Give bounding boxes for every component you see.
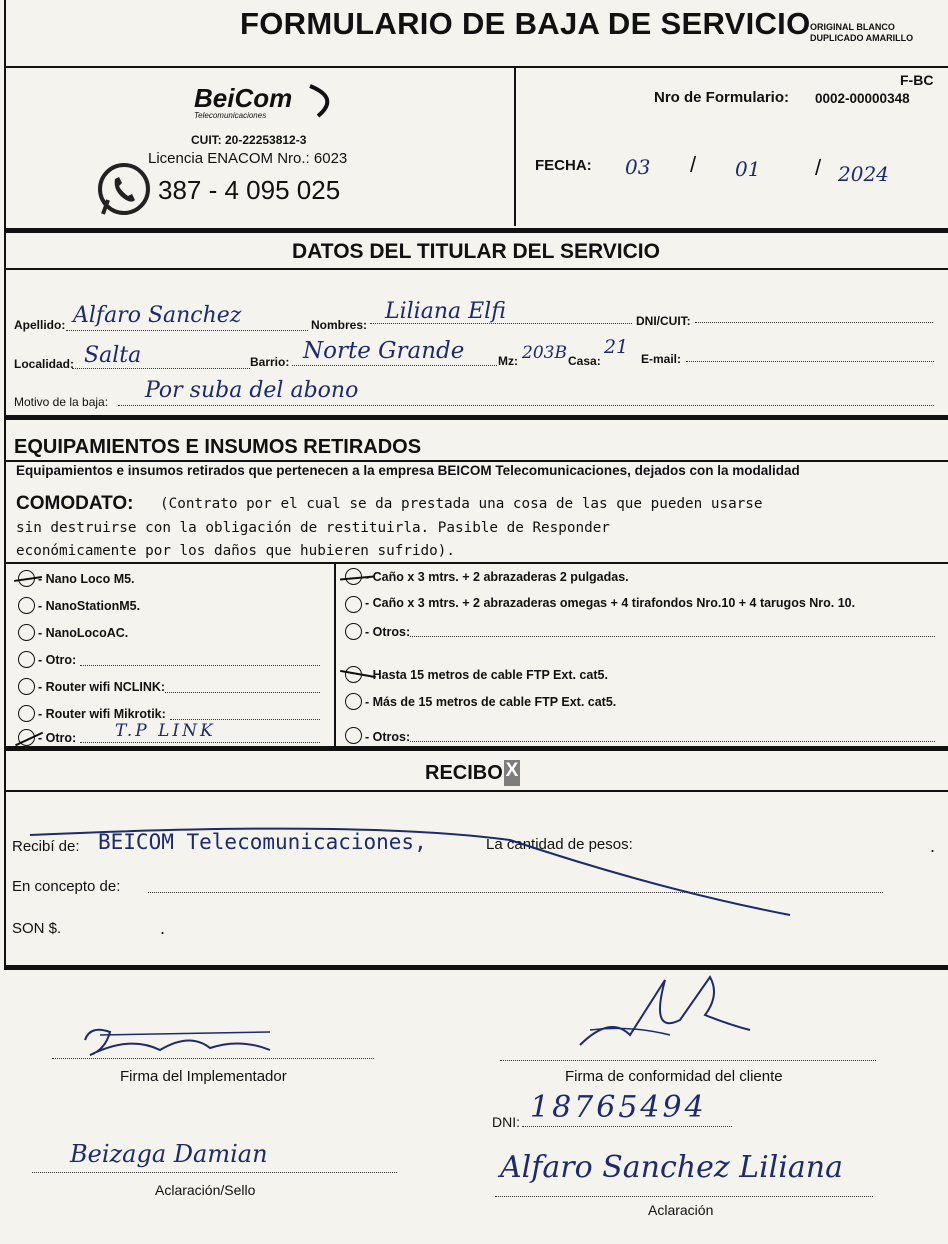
implementador-label: Firma del Implementador bbox=[120, 1068, 287, 1085]
receipt-title-underline bbox=[4, 790, 948, 792]
barrio-line bbox=[292, 365, 497, 366]
form-number: 0002-00000348 bbox=[815, 91, 910, 106]
otros-1-line[interactable] bbox=[410, 636, 935, 637]
receipt-title: RECIBO bbox=[425, 762, 503, 784]
date-month: 01 bbox=[735, 157, 761, 181]
logo-subtext: Telecomunicaciones bbox=[194, 111, 267, 120]
otro-1-line[interactable] bbox=[80, 665, 320, 666]
item-nano-loco-m5: - Nano Loco M5. bbox=[38, 572, 135, 586]
date-separator-1: / bbox=[690, 152, 697, 177]
aclaracion-value[interactable]: Alfaro Sanchez Liliana bbox=[500, 1150, 843, 1185]
item-nanostation-m5: - NanoStationM5. bbox=[38, 599, 141, 613]
item-otro-1: - Otro: bbox=[38, 653, 77, 667]
router-nclink-line[interactable] bbox=[165, 692, 320, 693]
company-cuit: CUIT: 20-22253812-3 bbox=[191, 133, 307, 147]
equipment-intro: Equipamientos e insumos retirados que pertenecen a la empresa BEICOM Telecomunicaciones, dejados con la modalidad bbox=[16, 463, 800, 478]
client-signature-label: Firma de conformidad del cliente bbox=[565, 1068, 783, 1085]
comodato-line-3: económicamente por los daños que hubieren sufrido). bbox=[16, 543, 455, 559]
form-title: FORMULARIO DE BAJA DE SERVICIO bbox=[240, 6, 811, 41]
motivo-label: Motivo de la baja: bbox=[14, 395, 109, 409]
localidad-line bbox=[72, 368, 250, 369]
dni-label: DNI: bbox=[492, 1114, 520, 1130]
checkbox-router-mikrotik[interactable] bbox=[18, 705, 35, 722]
apellido-line bbox=[66, 330, 308, 331]
comodato-line-1: (Contrato por el cual se da prestada una cosa de las que pueden usarse bbox=[160, 496, 763, 512]
son-label: SON $. bbox=[12, 920, 62, 937]
son-end-dot: . bbox=[160, 918, 166, 938]
item-otros-2: - Otros: bbox=[365, 730, 411, 744]
border-left bbox=[4, 0, 6, 970]
holder-section-title: DATOS DEL TITULAR DEL SERVICIO bbox=[292, 240, 660, 263]
casa-value[interactable]: 21 bbox=[604, 336, 629, 358]
aclaracion-line bbox=[495, 1196, 873, 1197]
mz-value[interactable]: 203B bbox=[522, 343, 567, 363]
checkbox-nanostation-m5[interactable] bbox=[18, 597, 35, 614]
comodato-label: COMODATO: bbox=[16, 493, 134, 514]
item-cable-15: - Hasta 15 metros de cable FTP Ext. cat5. bbox=[365, 668, 608, 682]
router-mikrotik-line[interactable] bbox=[170, 719, 320, 720]
whatsapp-icon bbox=[95, 160, 153, 218]
copy-note-original: ORIGINAL BLANCO bbox=[810, 22, 895, 32]
aclaracion-sello-label: Aclaración/Sello bbox=[155, 1182, 256, 1198]
checkbox-nanoloco-ac[interactable] bbox=[18, 624, 35, 641]
casa-label: Casa: bbox=[568, 354, 601, 368]
implementador-signature-line bbox=[52, 1058, 374, 1059]
localidad-label: Localidad: bbox=[14, 357, 75, 371]
form-code: F-BC bbox=[900, 72, 934, 88]
company-phone: 387 - 4 095 025 bbox=[158, 175, 341, 205]
otro-2-value[interactable]: T.P LINK bbox=[115, 721, 216, 741]
receipt-cancel-stroke bbox=[10, 800, 800, 930]
localidad-value[interactable]: Salta bbox=[84, 343, 142, 368]
item-cano-2-pulgadas: - Caño x 3 mtrs. + 2 abrazaderas 2 pulgadas. bbox=[365, 570, 629, 584]
barrio-value[interactable]: Norte Grande bbox=[303, 338, 465, 364]
concepto-label: En concepto de: bbox=[12, 878, 121, 895]
aclaracion-sello-value[interactable]: Beizaga Damian bbox=[70, 1140, 268, 1168]
apellido-label: Apellido: bbox=[14, 318, 66, 332]
motivo-line bbox=[118, 405, 934, 406]
item-cable-mas-15: - Más de 15 metros de cable FTP Ext. cat5. bbox=[365, 695, 617, 709]
form-number-label: Nro de Formulario: bbox=[654, 89, 790, 106]
client-signature-icon bbox=[570, 975, 760, 1065]
date-label: FECHA: bbox=[535, 157, 592, 174]
dni-cuit-line[interactable] bbox=[695, 322, 933, 323]
item-cano-omegas: - Caño x 3 mtrs. + 2 abrazaderas omegas + 4 tirafondos Nro.10 + 4 tarugos Nro. 10. bbox=[365, 596, 856, 610]
mz-label: Mz: bbox=[498, 354, 518, 368]
equipment-column-divider bbox=[334, 563, 336, 748]
date-day: 03 bbox=[625, 155, 651, 179]
checkbox-router-nclink[interactable] bbox=[18, 678, 35, 695]
item-nanoloco-ac: - NanoLocoAC. bbox=[38, 626, 129, 640]
section-divider-3 bbox=[4, 746, 948, 751]
otros-2-line[interactable] bbox=[410, 741, 935, 742]
email-line[interactable] bbox=[686, 361, 934, 362]
checkbox-otros-1[interactable] bbox=[345, 623, 362, 640]
logo-text: BeiCom bbox=[194, 83, 293, 113]
checkbox-otro-1[interactable] bbox=[18, 651, 35, 668]
equipment-section-title: EQUIPAMIENTOS E INSUMOS RETIRADOS bbox=[14, 436, 422, 458]
cantidad-label: La cantidad de pesos: bbox=[486, 836, 633, 853]
checkbox-otros-2[interactable] bbox=[345, 727, 362, 744]
date-year: 2024 bbox=[838, 162, 889, 186]
dni-value[interactable]: 18765494 bbox=[530, 1090, 707, 1125]
cantidad-end-dot: . bbox=[930, 836, 936, 856]
barrio-label: Barrio: bbox=[250, 355, 290, 369]
email-label: E-mail: bbox=[641, 352, 682, 366]
recibi-label: Recibí de: bbox=[12, 838, 80, 855]
beicom-logo bbox=[190, 78, 340, 128]
section-divider-2 bbox=[4, 415, 948, 420]
comodato-underline bbox=[4, 562, 948, 564]
item-otro-2: - Otro: bbox=[38, 731, 77, 745]
item-router-mikrotik: - Router wifi Mikrotik: bbox=[38, 707, 166, 721]
nombres-label: Nombres: bbox=[311, 318, 368, 332]
copy-note-duplicate: DUPLICADO AMARILLO bbox=[810, 33, 914, 43]
motivo-value[interactable]: Por suba del abono bbox=[145, 378, 359, 403]
item-otros-1: - Otros: bbox=[365, 625, 411, 639]
receipt-mark: X bbox=[504, 760, 520, 786]
date-separator-2: / bbox=[815, 155, 822, 180]
otro-2-line bbox=[80, 742, 320, 743]
company-license: Licencia ENACOM Nro.: 6023 bbox=[148, 150, 348, 167]
section-divider-1 bbox=[4, 228, 948, 233]
header-column-divider bbox=[514, 66, 516, 226]
checkbox-cano-omegas[interactable] bbox=[345, 596, 362, 613]
holder-title-underline bbox=[4, 268, 948, 270]
checkbox-cable-mas-15[interactable] bbox=[345, 693, 362, 710]
copy-notes bbox=[810, 22, 913, 44]
equipment-title-underline bbox=[4, 460, 948, 462]
nombres-value[interactable]: Liliana Elfi bbox=[385, 299, 506, 324]
comodato-line-2: sin destruirse con la obligación de restituirla. Pasible de Responder bbox=[16, 520, 610, 536]
item-router-nclink: - Router wifi NCLINK: bbox=[38, 680, 166, 694]
header-divider bbox=[4, 66, 948, 68]
apellido-value[interactable]: Alfaro Sanchez bbox=[73, 303, 242, 328]
aclaracion-label: Aclaración bbox=[648, 1202, 714, 1218]
aclaracion-sello-line bbox=[32, 1172, 397, 1173]
dni-cuit-label: DNI/CUIT: bbox=[636, 314, 691, 328]
recibi-value[interactable]: BEICOM Telecomunicaciones, bbox=[98, 830, 427, 854]
client-signature-line bbox=[500, 1060, 876, 1061]
sheet-bottom-border bbox=[4, 965, 948, 970]
dni-line bbox=[522, 1126, 732, 1127]
